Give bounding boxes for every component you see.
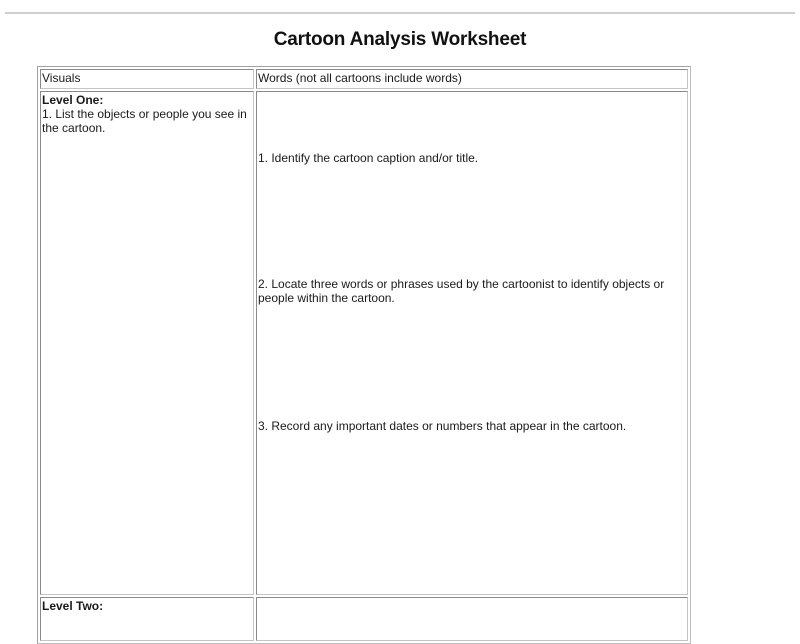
- words-prompt-2: 2. Locate three words or phrases used by the cartoonist to identify objects or people within the cartoon.: [258, 277, 665, 305]
- header-visuals: Visuals: [40, 69, 254, 89]
- page-title: Cartoon Analysis Worksheet: [273, 29, 527, 50]
- level-label: Level Two:: [42, 599, 104, 613]
- horizontal-rule: [5, 12, 795, 14]
- words-cell-level-one: [256, 91, 688, 595]
- table-header-row: [40, 69, 688, 89]
- table-row-level-one: [40, 91, 688, 595]
- words-prompt-1: 1. Identify the cartoon caption and/or title.: [258, 151, 479, 165]
- header-words: Words (not all cartoons include words): [256, 69, 688, 89]
- words-prompts: [258, 93, 686, 593]
- visuals-prompt: 1. List the objects or people you see in the cartoon.: [42, 107, 247, 135]
- visuals-cell-level-two: [40, 597, 254, 641]
- visuals-cell-level-one: [40, 91, 254, 595]
- worksheet-table: [37, 66, 691, 644]
- words-prompt-3: 3. Record any important dates or numbers that appear in the cartoon.: [258, 419, 627, 433]
- words-cell-level-two: [256, 597, 688, 641]
- table-row-level-two: [40, 597, 688, 641]
- level-label: Level One:: [42, 93, 104, 107]
